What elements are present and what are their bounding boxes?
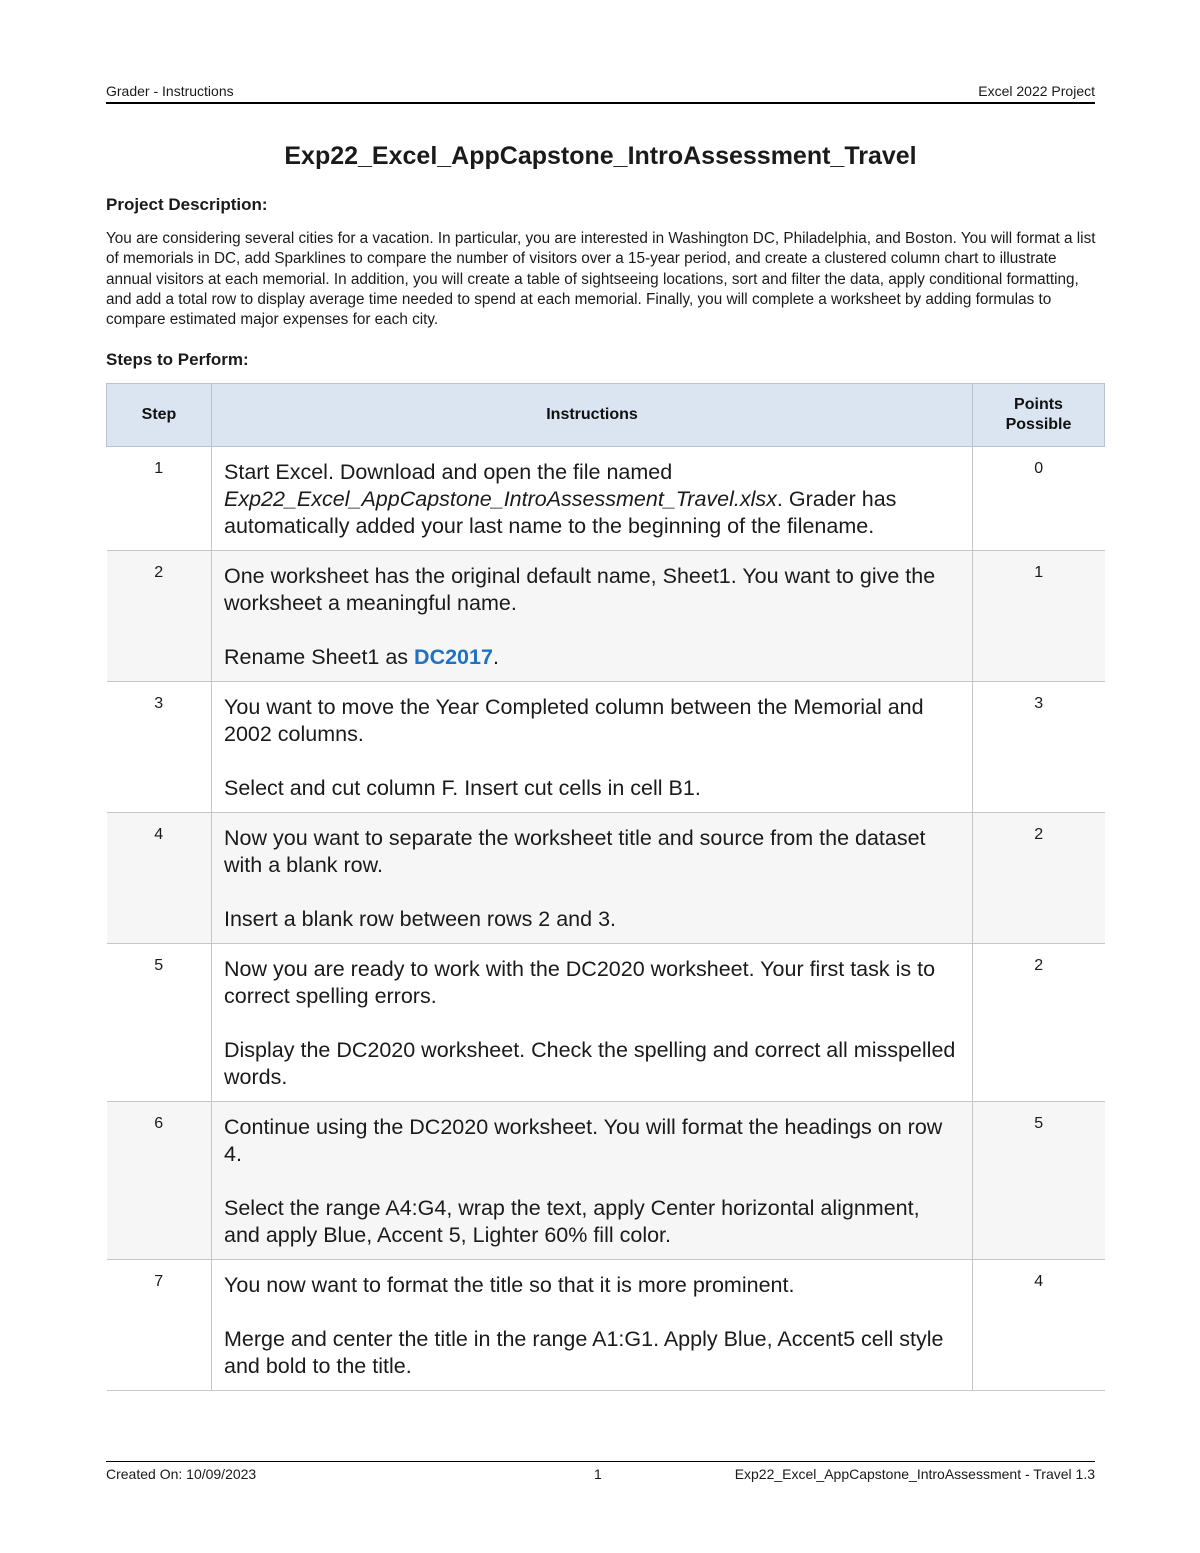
sheet-name: DC2017	[414, 645, 493, 669]
footer-created-date: Created On: 10/09/2023	[106, 1466, 257, 1482]
page-footer	[106, 1461, 1095, 1482]
header-left: Grader - Instructions	[106, 83, 234, 99]
step-points: 0	[973, 447, 1105, 551]
table-row	[107, 813, 1105, 944]
instruction-text: .	[492, 645, 499, 669]
table-header-row	[107, 384, 1105, 447]
step-instructions	[212, 1102, 973, 1260]
table-row	[107, 551, 1105, 682]
step-points: 3	[973, 682, 1105, 813]
instruction-text: . Grader has automatically added your last name to the beginning of the filename.	[224, 487, 897, 538]
instruction-paragraph: Now you are ready to work with the DC2020 worksheet. Your first task is to correct spelling errors.	[224, 957, 936, 1008]
step-instructions	[212, 1260, 973, 1391]
step-number: 1	[107, 447, 212, 551]
step-points: 2	[973, 944, 1105, 1102]
instruction-paragraph: One worksheet has the original default name, Sheet1. You want to give the worksheet a meaningful name.	[224, 564, 936, 615]
file-name: Exp22_Excel_AppCapstone_IntroAssessment_Travel.xlsx	[224, 487, 777, 511]
step-instructions	[212, 813, 973, 944]
steps-heading: Steps to Perform:	[106, 350, 249, 369]
page-header	[106, 82, 1095, 104]
step-points: 1	[973, 551, 1105, 682]
step-points: 5	[973, 1102, 1105, 1260]
instruction-text: Rename Sheet1 as	[224, 645, 415, 669]
step-number: 5	[107, 944, 212, 1102]
step-instructions	[212, 447, 973, 551]
project-description-heading: Project Description:	[106, 195, 268, 214]
instruction-paragraph: Select and cut column F. Insert cut cells in cell B1.	[224, 776, 701, 800]
step-instructions	[212, 944, 973, 1102]
header-points-line1: Points	[1014, 396, 1063, 413]
step-number: 7	[107, 1260, 212, 1391]
step-points: 2	[973, 813, 1105, 944]
table-row	[107, 944, 1105, 1102]
header-step: Step	[107, 384, 212, 447]
instruction-paragraph: Select the range A4:G4, wrap the text, apply Center horizontal alignment, and apply Blue, Accent 5, Lighter 60% fill color.	[224, 1196, 920, 1247]
header-right: Excel 2022 Project	[978, 83, 1095, 99]
step-points: 4	[973, 1260, 1105, 1391]
instruction-paragraph: Now you want to separate the worksheet title and source from the dataset with a blank row.	[224, 826, 926, 877]
step-number: 4	[107, 813, 212, 944]
table-row	[107, 447, 1105, 551]
footer-page-number: 1	[594, 1466, 602, 1482]
table-row	[107, 1260, 1105, 1391]
header-points-line2: Possible	[1005, 416, 1072, 433]
table-row	[107, 682, 1105, 813]
step-number: 2	[107, 551, 212, 682]
instruction-paragraph: Merge and center the title in the range A1:G1. Apply Blue, Accent5 cell style and bold to the title.	[224, 1327, 944, 1378]
instruction-text: Start Excel. Download and open the file named	[224, 460, 673, 484]
table-row	[107, 1102, 1105, 1260]
document-title: Exp22_Excel_AppCapstone_IntroAssessment_Travel	[284, 142, 917, 170]
step-instructions	[212, 682, 973, 813]
instruction-paragraph	[224, 644, 960, 671]
step-number: 6	[107, 1102, 212, 1260]
instruction-paragraph: Continue using the DC2020 worksheet. You will format the headings on row 4.	[224, 1115, 943, 1166]
header-points	[973, 384, 1105, 447]
step-number: 3	[107, 682, 212, 813]
project-description-text: You are considering several cities for a vacation. In particular, you are interested in Washington DC, Philadelphia, and Boston. You will format a list of memorials in DC, add Sparklines to compare the number of visitors over a 15-year period, and create a clustered column chart to illustrate annual visitors at each memorial. In addition, you will create a table of sightseeing locations, sort and filter the data, apply conditional formatting, and add a total row to display average time needed to spend at each memorial. Finally, you will complete a worksheet by adding formulas to compare estimated major expenses for each city.	[106, 230, 1096, 329]
instruction-paragraph: You now want to format the title so that it is more prominent.	[224, 1273, 795, 1297]
footer-document-name: Exp22_Excel_AppCapstone_IntroAssessment - Travel 1.3	[734, 1466, 1095, 1482]
instruction-paragraph: Insert a blank row between rows 2 and 3.	[224, 907, 616, 931]
instruction-paragraph	[224, 459, 960, 540]
instruction-paragraph: Display the DC2020 worksheet. Check the spelling and correct all misspelled words.	[224, 1038, 956, 1089]
instruction-paragraph: You want to move the Year Completed column between the Memorial and 2002 columns.	[224, 695, 924, 746]
header-instructions: Instructions	[212, 384, 973, 447]
step-instructions	[212, 551, 973, 682]
steps-table	[106, 383, 1105, 1391]
